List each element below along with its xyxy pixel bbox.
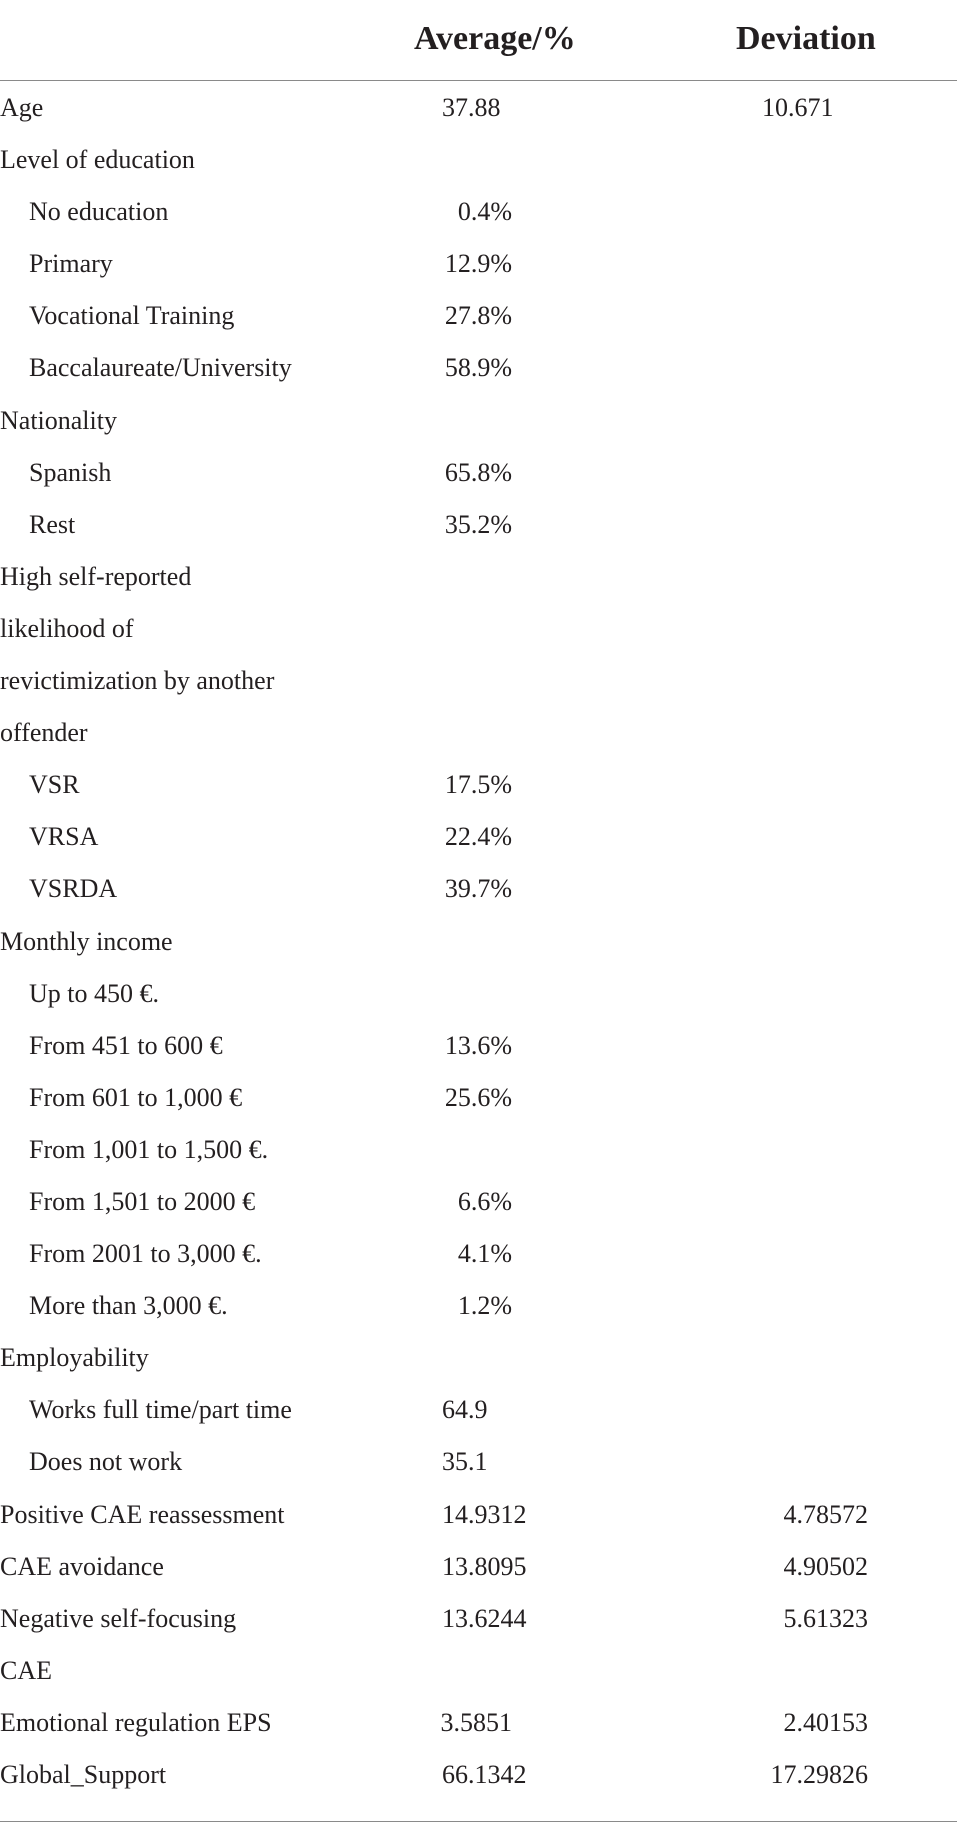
table-row — [0, 1593, 957, 1645]
table-row — [0, 551, 957, 603]
row-label: No education — [29, 197, 169, 227]
row-average-value: 14.9312 — [442, 1499, 527, 1529]
row-average-value: 12.9% — [444, 249, 512, 279]
table-row — [0, 82, 957, 134]
row-average-value: 64.9 — [442, 1395, 488, 1425]
row-label: CAE avoidance — [0, 1551, 164, 1581]
row-average-value: 27.8% — [444, 301, 512, 331]
row-average-value: 35.1 — [442, 1447, 488, 1477]
table-row — [0, 290, 957, 342]
row-average-value: 22.4% — [444, 822, 512, 852]
row-label: revictimization by another — [0, 666, 275, 696]
row-average-value: 13.6244 — [442, 1603, 527, 1633]
row-average-value: 25.6% — [444, 1082, 512, 1112]
table-row — [0, 1280, 957, 1332]
table-row — [0, 238, 957, 290]
row-label: VSR — [29, 770, 80, 800]
row-label: Primary — [29, 249, 113, 279]
table-row — [0, 186, 957, 238]
row-label: Does not work — [29, 1447, 183, 1477]
row-average-value: 1.2% — [457, 1291, 512, 1321]
table-row — [0, 1384, 957, 1436]
table-row — [0, 1124, 957, 1176]
row-label: From 451 to 600 € — [29, 1030, 223, 1060]
row-label: From 1,001 to 1,500 €. — [29, 1134, 269, 1164]
row-label: More than 3,000 €. — [29, 1291, 228, 1321]
row-label: Level of education — [0, 145, 195, 175]
table-row — [0, 1436, 957, 1488]
row-label: CAE — [0, 1655, 52, 1685]
row-average-value: 58.9% — [444, 353, 512, 383]
row-label: Positive CAE reassessment — [0, 1499, 285, 1529]
row-average-value: 6.6% — [457, 1186, 512, 1216]
table-row — [0, 1176, 957, 1228]
row-label: Monthly income — [0, 926, 173, 956]
table-row — [0, 499, 957, 551]
table-header — [0, 0, 957, 81]
row-label: Rest — [29, 509, 76, 539]
row-label: Up to 450 €. — [29, 978, 159, 1008]
row-label: Spanish — [29, 457, 112, 487]
row-label: VRSA — [29, 822, 99, 852]
table-row — [0, 395, 957, 447]
row-deviation-value: 5.61323 — [783, 1603, 868, 1633]
row-average-value: 13.8095 — [442, 1551, 527, 1581]
table-row — [0, 655, 957, 707]
row-average-value: 65.8% — [444, 457, 512, 487]
row-deviation-value: 4.90502 — [783, 1551, 868, 1581]
row-label: From 1,501 to 2000 € — [29, 1186, 256, 1216]
table-row — [0, 863, 957, 915]
table-row — [0, 968, 957, 1020]
row-label: From 601 to 1,000 € — [29, 1082, 243, 1112]
row-label: offender — [0, 718, 88, 748]
row-average-value: 4.1% — [457, 1239, 512, 1269]
table-row — [0, 134, 957, 186]
table-row — [0, 342, 957, 394]
table-row — [0, 1541, 957, 1593]
table-row — [0, 1072, 957, 1124]
row-average-value: 37.88 — [442, 93, 501, 122]
table-row — [0, 1332, 957, 1384]
row-label: Employability — [0, 1343, 149, 1373]
row-label: Emotional regulation EPS — [0, 1707, 272, 1737]
row-label: Baccalaureate/University — [29, 353, 292, 383]
table-row — [0, 811, 957, 863]
row-label: VSRDA — [29, 874, 118, 904]
row-label: Vocational Training — [29, 301, 235, 331]
row-label: likelihood of — [0, 613, 134, 643]
row-average-value: 13.6% — [444, 1030, 512, 1060]
row-label: Nationality — [0, 405, 117, 435]
table-row — [0, 1697, 957, 1749]
row-deviation-value: 17.29826 — [770, 1760, 868, 1789]
row-deviation-value: 10.671 — [762, 93, 834, 122]
row-average-value: 39.7% — [444, 874, 512, 904]
row-label: High self-reported — [0, 561, 192, 591]
table-row — [0, 447, 957, 499]
row-label: From 2001 to 3,000 €. — [29, 1239, 262, 1269]
row-label: Age — [0, 93, 44, 122]
average-column-header: Average/% — [414, 20, 576, 57]
table-row — [0, 603, 957, 655]
row-average-value: 17.5% — [444, 770, 512, 800]
row-deviation-value: 4.78572 — [783, 1499, 868, 1529]
table-row — [0, 1020, 957, 1072]
row-label: Global_Support — [0, 1760, 167, 1789]
table-row — [0, 1645, 957, 1697]
row-label: Negative self-focusing — [0, 1603, 237, 1633]
deviation-column-header: Deviation — [736, 20, 876, 57]
row-average-value: 0.4% — [457, 197, 512, 227]
table-body — [0, 82, 957, 1801]
table-row — [0, 1749, 957, 1801]
table-row — [0, 707, 957, 759]
row-label: Works full time/part time — [29, 1395, 292, 1425]
row-average-value: 66.1342 — [442, 1760, 527, 1789]
table-row — [0, 1489, 957, 1541]
table-row — [0, 916, 957, 968]
row-deviation-value: 2.40153 — [783, 1707, 868, 1737]
table-row — [0, 759, 957, 811]
table-bottom-rule — [0, 1821, 957, 1822]
row-average-value: 3.5851 — [440, 1707, 512, 1737]
table-row — [0, 1228, 957, 1280]
row-average-value: 35.2% — [444, 509, 512, 539]
